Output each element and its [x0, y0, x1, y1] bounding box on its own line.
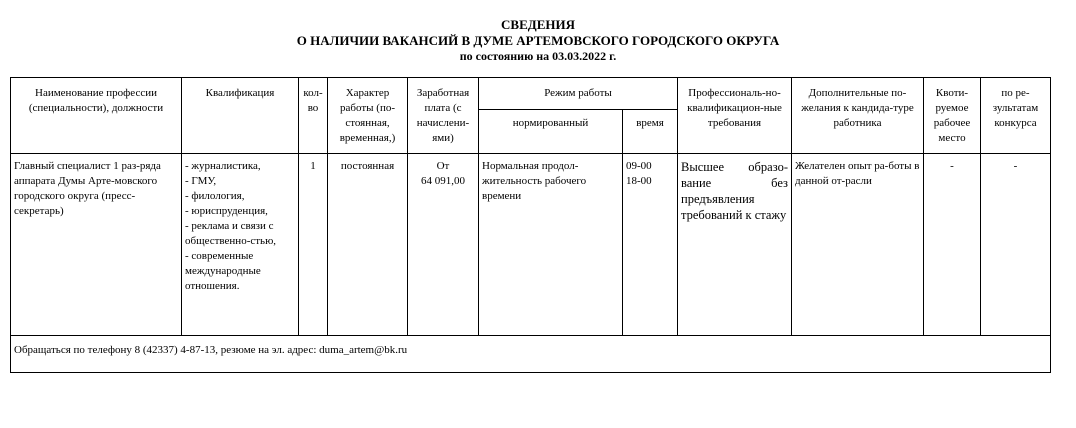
col-header-work-character: Характер работы (по-стоянная, временная,)	[328, 78, 408, 154]
col-header-qualification: Квалификация	[182, 78, 299, 154]
cell-by-contest: -	[981, 154, 1051, 336]
col-header-by-contest: по ре-зультатам конкурса	[981, 78, 1051, 154]
footer-row	[11, 336, 1051, 373]
col-header-name: Наименование профессии (специальности), должности	[11, 78, 182, 154]
cell-quota: -	[924, 154, 981, 336]
cell-name: Главный специалист 1 раз-ряда аппарата Думы Арте-мовского городского округа (пресс-секретарь)	[11, 154, 182, 336]
col-header-mode-normal: нормированный	[479, 110, 623, 154]
cell-prof-requirements: Высшее образо-вание без предъявления требований к стажу	[678, 154, 792, 336]
document-date-line: по состоянию на 03.03.2022 г.	[459, 49, 617, 63]
col-header-extra-wishes: Дополнительные по-желания к кандида-туре работника	[792, 78, 924, 154]
table-row	[11, 154, 1051, 336]
col-header-quota: Квоти-руемое рабочее место	[924, 78, 981, 154]
contact-info: Обращаться по телефону 8 (42337) 4-87-13, резюме на эл. адрес: duma_artem@bk.ru	[11, 336, 1051, 373]
vacancy-table	[10, 77, 1051, 373]
col-header-prof-requirements: Профессиональ-но-квалификацион-ные требования	[678, 78, 792, 154]
col-header-mode: Режим работы	[479, 78, 678, 110]
cell-qualification: - журналистика, - ГМУ, - филология, - юриспруденция, - реклама и связи с общественно-стью, - современные международные отношения.	[182, 154, 299, 336]
table-header-row	[11, 78, 1051, 110]
cell-work-character: постоянная	[328, 154, 408, 336]
document-title: СВЕДЕНИЯ	[501, 17, 575, 32]
cell-extra-wishes: Желателен опыт ра-боты в данной от-расли	[792, 154, 924, 336]
cell-count: 1	[299, 154, 328, 336]
cell-salary: От 64 091,00	[408, 154, 479, 336]
col-header-salary: Заработная плата (с начислени-ями)	[408, 78, 479, 154]
cell-mode-normal: Нормальная продол-жительность рабочего времени	[479, 154, 623, 336]
col-header-count: кол-во	[299, 78, 328, 154]
col-header-mode-time: время	[623, 110, 678, 154]
document-subtitle: О НАЛИЧИИ ВАКАНСИЙ В ДУМЕ АРТЕМОВСКОГО ГОРОДСКОГО ОКРУГА	[296, 33, 780, 48]
cell-mode-time: 09-00 18-00	[623, 154, 678, 336]
